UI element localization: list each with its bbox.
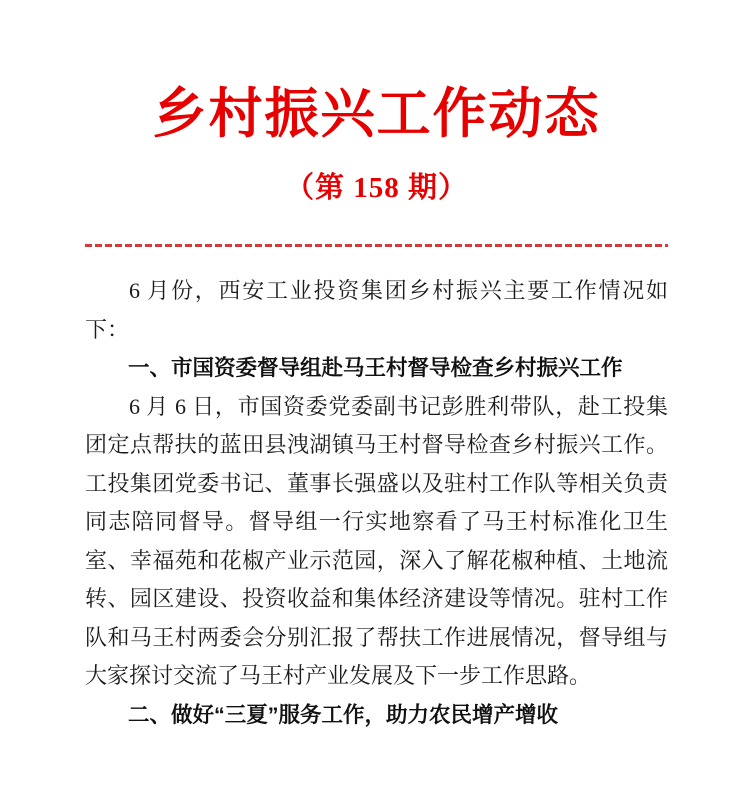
- issue-number: （第 158 期）: [284, 172, 468, 204]
- intro-paragraph: 6 月份，西安工业投资集团乡村振兴主要工作情况如下：: [85, 278, 668, 342]
- red-dashed-divider: [85, 244, 668, 247]
- newsletter-title: 乡村振兴工作动态: [152, 84, 601, 144]
- section-1-heading: 一、市国资委督导组赴马王村督导检查乡村振兴工作: [128, 356, 623, 380]
- document-body: [85, 272, 668, 734]
- section-2-heading: 二、做好“三夏”服务工作，助力农民增产增收: [128, 702, 559, 727]
- section-1-paragraph: 6 月 6 日，市国资委党委副书记彭胜利带队，赴工投集团定点帮扶的蓝田县洩湖镇马王村督导检查乡村振兴工作。工投集团党委书记、董事长强盛以及驻村工作队等相关负责同志陪同督导。督导组一行实地察看了马王村标准化卫生室、幸福苑和花椒产业示范园，深入了解花椒种植、土地流转、园区建设、投资收益和集体经济建设等情况。驻村工作队和马王村两委会分别汇报了帮扶工作进展情况，督导组与大家探讨交流了马王村产业发展及下一步工作思路。: [85, 393, 668, 688]
